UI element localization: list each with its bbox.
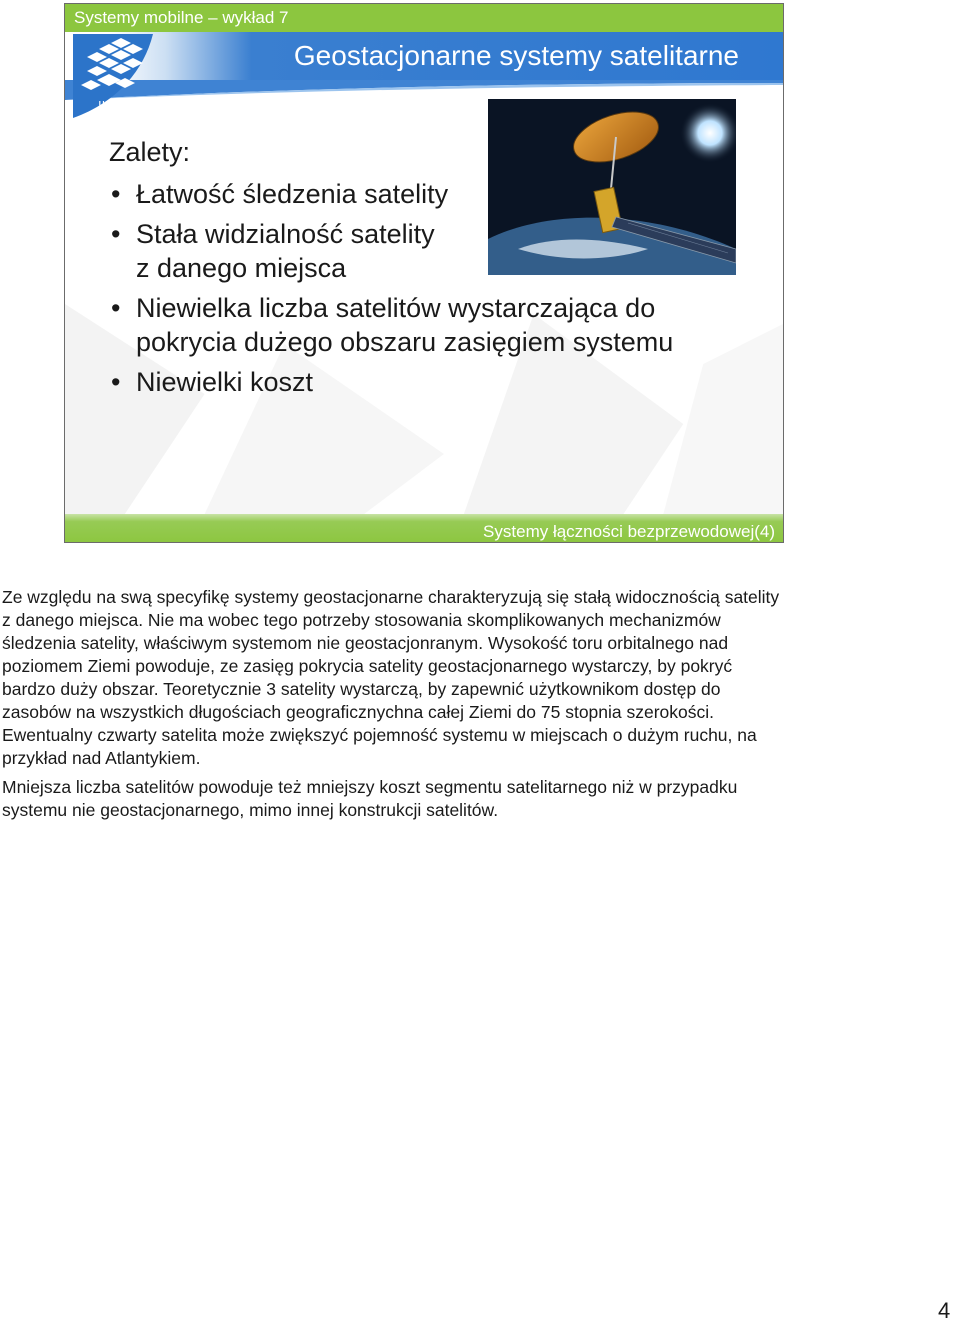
notes-line: zasobów na wszystkich długościach geograficznychna całej Ziemi do 75 stopnia szerokości. [2,702,715,722]
notes-line: z danego miejsca. Nie ma wobec tego potrzeby stosowania skomplikowanych mechanizmów [2,610,721,630]
speaker-notes [2,586,932,828]
notes-paragraph [2,586,932,770]
bullet-icon: • [111,219,121,249]
slide-footer-text: Systemy łączności bezprzewodowej(4) [483,522,775,541]
slide-header-text: Systemy mobilne – wykład 7 [74,8,289,27]
list-item [109,177,729,211]
list-item [109,291,729,359]
notes-line: Mniejsza liczba satelitów powoduje też mniejszy koszt segmentu satelitarnego niż w przypadku [2,777,738,797]
list-item-text: Stała widzialność satelity [136,219,435,249]
notes-line: Ze względu na swą specyfikę systemy geostacjonarne charakteryzują się stałą widocznością satelity [2,587,780,607]
advantages-heading: Zalety: [109,137,191,167]
notes-line: bardzo duży obszar. Teoretycznie 3 satelity wystarczą, by zapewnić użytkownikom dostęp do [2,679,721,699]
notes-line: poziomem Ziemi powoduje, ze zasięg pokrycia satelity geostacjonarnego wystarczy, by pokryć [2,656,733,676]
bullet-icon: • [111,367,121,397]
title-swoosh [65,80,783,100]
list-item-text: Łatwość śledzenia satelity [136,179,449,209]
bullet-icon: • [111,179,121,209]
logo-text [96,100,142,118]
notes-line: śledzenia satelity, właściwym systemom nie geostacjonranym. Wysokość toru orbitalnego nad [2,633,729,653]
slide-title: Geostacjonarne systemy satelitarne [293,40,739,71]
page-number: 4 [938,1298,951,1323]
list-item [109,217,729,285]
notes-line: systemu nie geostacjonarnego, mimo innej konstrukcji satelitów. [2,800,499,820]
notes-paragraph [2,776,932,822]
notes-line: przykład nad Atlantykiem. [2,748,201,768]
list-item-text: z danego miejsca [136,253,347,283]
list-item [109,365,729,399]
list-item-text: Niewielki koszt [136,367,314,397]
bullet-icon: • [111,293,121,323]
notes-line: Ewentualny czwarty satelita może zwiększyć pojemność systemu w miejscach o dużym ruchu, na [2,725,757,745]
title-band [65,32,783,80]
logo-text-line2: ONLINE [107,110,131,116]
advantages-list [109,177,729,405]
list-item-text: Niewielka liczba satelitów wystarczająca do [136,293,656,323]
list-item-text: pokrycia dużego obszaru zasięgiem systemu [136,327,674,357]
slide-header-bar [65,4,783,32]
slide-footer-bar [65,514,783,543]
slide [64,3,784,543]
logo-text-line1: UCZELNIA [98,100,140,109]
